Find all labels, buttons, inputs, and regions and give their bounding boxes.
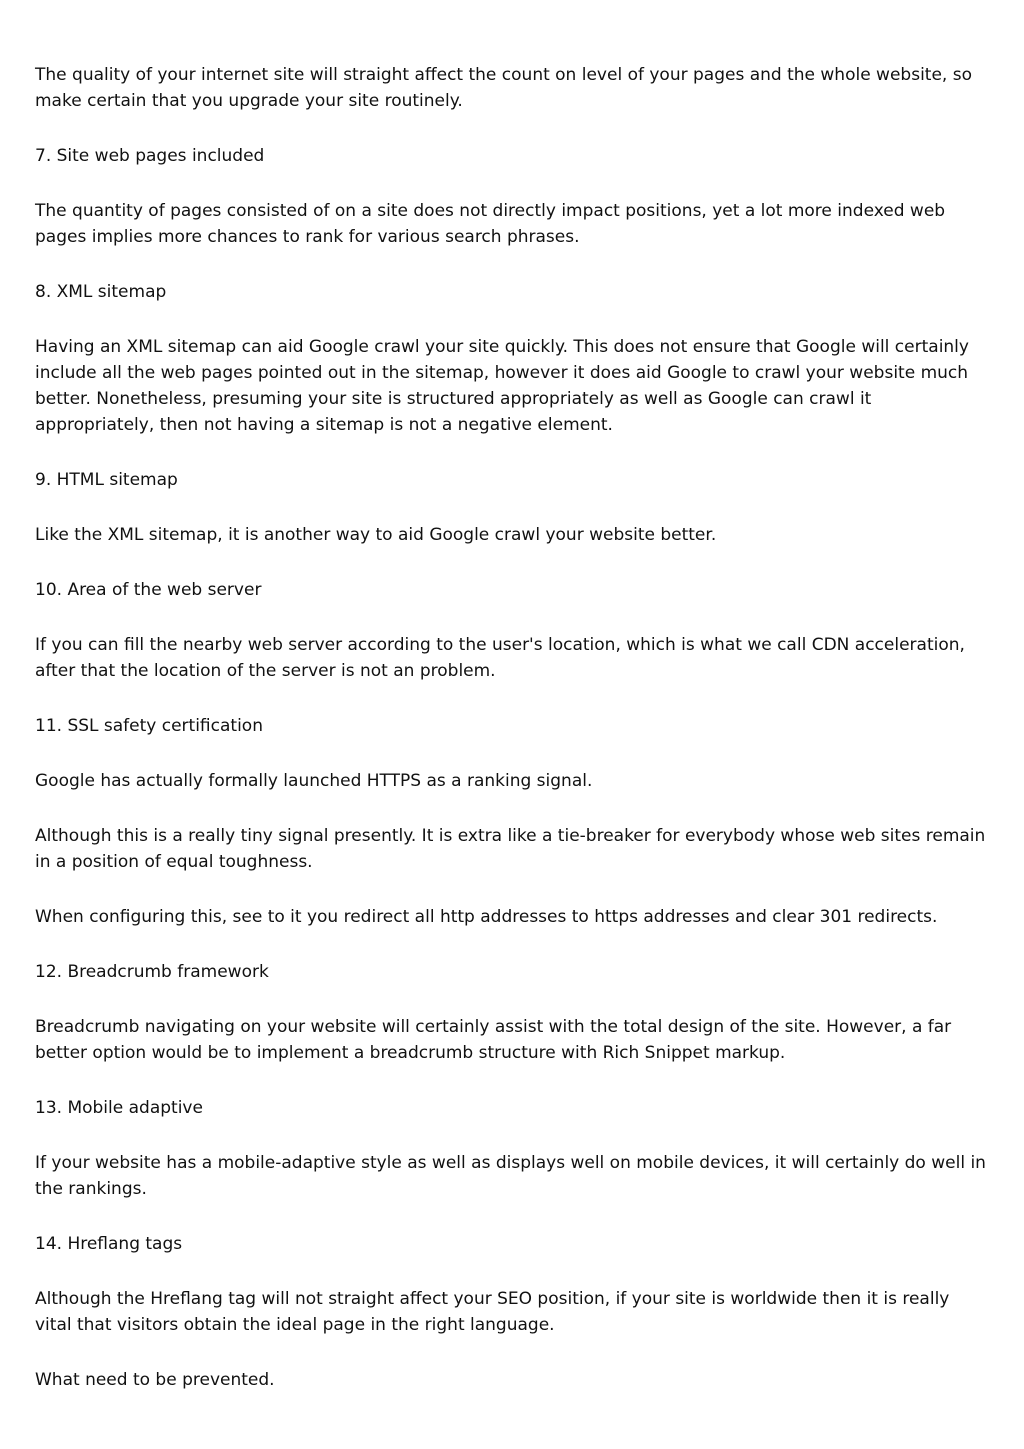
paragraph-breadcrumb: Breadcrumb navigating on your website will certainly assist with the total design of the site. However, a far better option would be to implement a breadcrumb structure with Rich Snippet markup. — [35, 1017, 952, 1063]
heading-ssl-certification: 11. SSL safety certification — [35, 716, 263, 736]
heading-hreflang: 14. Hreflang tags — [35, 1234, 183, 1254]
heading-xml-sitemap: 8. XML sitemap — [35, 282, 167, 302]
heading-breadcrumb: 12. Breadcrumb framework — [35, 962, 269, 982]
paragraph-quantity-of-pages: The quantity of pages consisted of on a site does not directly impact positions, yet a lot more indexed web pages implies more chances to rank for various search phrases. — [35, 201, 946, 247]
heading-web-server-area: 10. Area of the web server — [35, 580, 262, 600]
paragraph-https-signal: Google has actually formally launched HTTPS as a ranking signal. — [35, 771, 593, 791]
heading-site-web-pages: 7. Site web pages included — [35, 146, 265, 166]
paragraph-xml-sitemap: Having an XML sitemap can aid Google crawl your site quickly. This does not ensure that Google will certainly include all the web pages pointed out in the sitemap, however it does aid Google to crawl your website much better. Nonetheless, presuming your site is structured appropriately as well as Google can crawl it appropriately, then not having a sitemap is not a negative element. — [35, 337, 969, 435]
heading-mobile-adaptive: 13. Mobile adaptive — [35, 1098, 203, 1118]
paragraph-hreflang: Although the Hreflang tag will not straight affect your SEO position, if your site is worldwide then it is really vital that visitors obtain the ideal page in the right language. — [35, 1289, 950, 1335]
paragraph-html-sitemap: Like the XML sitemap, it is another way to aid Google crawl your website better. — [35, 525, 717, 545]
paragraph-prevented: What need to be prevented. — [35, 1370, 275, 1390]
paragraph-quality: The quality of your internet site will straight affect the count on level of your pages and the whole website, so make certain that you upgrade your site routinely. — [35, 65, 972, 111]
document-page — [35, 62, 990, 1422]
paragraph-web-server-area: If you can fill the nearby web server according to the user's location, which is what we call CDN acceleration, after that the location of the server is not an problem. — [35, 635, 965, 681]
paragraph-mobile-adaptive: If your website has a mobile-adaptive style as well as displays well on mobile devices, it will certainly do well in the rankings. — [35, 1153, 986, 1199]
paragraph-redirects: When configuring this, see to it you redirect all http addresses to https addresses and clear 301 redirects. — [35, 907, 938, 927]
heading-html-sitemap: 9. HTML sitemap — [35, 470, 178, 490]
paragraph-tie-breaker: Although this is a really tiny signal presently. It is extra like a tie-breaker for everybody whose web sites remain in a position of equal toughness. — [35, 826, 986, 872]
